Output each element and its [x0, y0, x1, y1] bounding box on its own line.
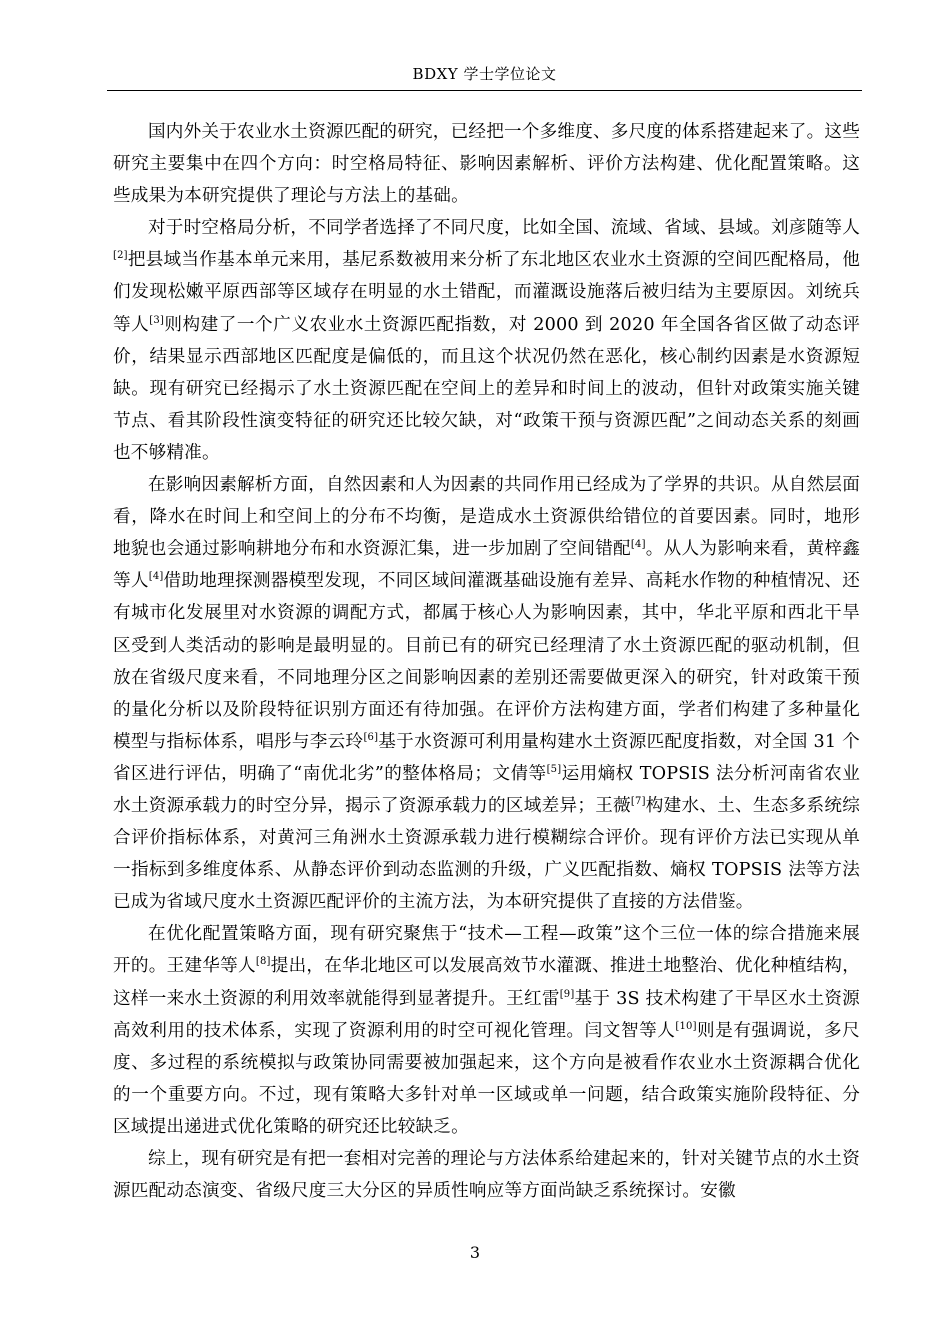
text-run: 则是有强调说，多尺度、多过程的系统模拟与政策协同需要被加强起来，这个方向是被看作农业水土资源耦合优化的一个重要方向。不过，现有策略大多针对单一区域或单一问题，结合政策实施阶段特征、分区域提出递进式优化策略的研究还比较缺乏。: [113, 1020, 860, 1137]
citation-ref: [9]: [559, 988, 575, 1000]
citation-ref: [2]: [113, 250, 128, 262]
text-run: 借助地理探测器模型发现，不同区域间灌溉基础设施有差异、高耗水作物的种植情况、还有城市化发展里对水资源的调配方式，都属于核心人为影响因素，其中，华北平原和西北干旱区受到人类活动的影响是最明显的。目前已有的研究已经理清了水土资源匹配的驱动机制，但放在省级尺度来看，不同地理分区之间影响因素的差别还需要做更深入的研究，针对政策干预的量化分析以及阶段特征识别方面还有待加强。在评价方法构建方面，学者们构建了多种量化模型与指标体系，唱彤与李云玲: [113, 571, 860, 752]
paragraph-spatiotemporal: [113, 212, 860, 469]
citation-ref: [4]: [148, 571, 164, 583]
citation-ref: [10]: [675, 1020, 697, 1032]
text-run: 基于水资源可利用量构建水土资源匹配度指数，对全国 31 个省区进行评估，明确了“南优北劣”的整体格局；文倩等: [113, 731, 860, 784]
text-run: 把县域当作基本单元来用，基尼系数被用来分析了东北地区农业水土资源的空间匹配格局，他们发现松嫩平原西部等区域存在明显的水土错配，而灌溉设施落后被归结为主要原因。刘统兵等人: [113, 250, 860, 335]
text-run: 提出，在华北地区可以发展高效节水灌溉、推进土地整治、优化种植结构，这样一来水土资源的利用效率就能得到显著提升。王红雷: [113, 956, 860, 1009]
text-run: 。从人为影响来看，黄梓鑫等人: [113, 539, 860, 592]
citation-ref: [7]: [630, 796, 646, 808]
text-run: 在影响因素解析方面，自然因素和人为因素的共同作用已经成为了学界的共识。从自然层面看，降水在时间上和空间上的分布不均衡，是造成水土资源供给错位的首要因素。同时，地形地貌也会通过影响耕地分布和水资源汇集，进一步加剧了空间错配: [113, 475, 860, 560]
text-run: 在优化配置策略方面，现有研究聚焦于“技术—工程—政策”这个三位一体的综合措施来展开的。王建华等人: [113, 924, 860, 977]
text-run: 国内外关于农业水土资源匹配的研究，已经把一个多维度、多尺度的体系搭建起来了。这些研究主要集中在四个方向：时空格局特征、影响因素解析、评价方法构建、优化配置策略。这些成果为本研究提供了理论与方法上的基础。: [113, 122, 860, 207]
citation-ref: [6]: [363, 731, 379, 743]
text-run: 对于时空格局分析，不同学者选择了不同尺度，比如全国、流域、省域、县域。刘彦随等人: [148, 218, 860, 239]
paragraph-overview: [113, 116, 860, 212]
text-run: 综上，现有研究是有把一套相对完善的理论与方法体系给建起来的，针对关键节点的水土资源匹配动态演变、省级尺度三大分区的异质性响应等方面尚缺乏系统探讨。安徽: [113, 1149, 860, 1202]
text-run: 运用熵权 TOPSIS 法分析河南省农业水土资源承载力的时空分异，揭示了资源承载力的区域差异；王薇: [113, 763, 860, 816]
header-rule: [107, 90, 862, 91]
body-text: [113, 116, 860, 1207]
page-header: BDXY 学士学位论文: [412, 65, 557, 83]
citation-ref: [8]: [255, 956, 271, 968]
page-number: 3: [469, 1243, 481, 1262]
text-run: 基于 3S 技术构建了干旱区水土资源高效利用的技术体系，实现了资源利用的时空可视化管理。闫文智等人: [113, 988, 860, 1041]
citation-ref: [4]: [630, 539, 646, 551]
paragraph-factors: [113, 469, 860, 918]
paragraph-summary: [113, 1143, 860, 1207]
citation-ref: [3]: [149, 314, 165, 326]
text-run: 则构建了一个广义农业水土资源匹配指数，对 2000 到 2020 年全国各省区做了动态评价，结果显示西部地区匹配度是偏低的，而且这个状况仍然在恶化，核心制约因素是水资源短缺。现有研究已经揭示了水土资源匹配在空间上的差异和时间上的波动，但针对政策实施关键节点、看其阶段性演变特征的研究还比较欠缺，对“政策干预与资源匹配”之间动态关系的刻画也不够精准。: [113, 314, 860, 463]
text-run: 构建水、土、生态多系统综合评价指标体系，对黄河三角洲水土资源承载力进行模糊综合评价。现有评价方法已实现从单一指标到多维度体系、从静态评价到动态监测的升级，广义匹配指数、熵权 TOPSIS 法等方法已成为省域尺度水土资源匹配评价的主流方法，为本研究提供了直接的方法借鉴。: [113, 795, 860, 913]
paragraph-optimization: [113, 918, 860, 1143]
citation-ref: [5]: [546, 764, 562, 776]
